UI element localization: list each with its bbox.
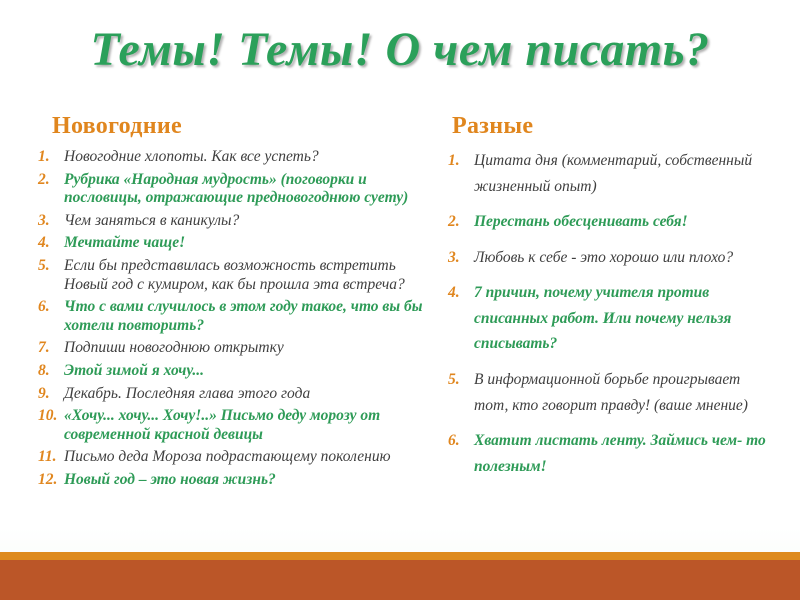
item-number: 9. — [38, 384, 50, 402]
item-text: Новый год – это новая жизнь? — [64, 470, 276, 488]
topic-list-raznye — [448, 148, 773, 479]
list-item — [38, 212, 438, 231]
item-text: Чем заняться в каникулы? — [64, 211, 240, 229]
column-novogodnie — [38, 113, 438, 494]
item-number: 2. — [38, 170, 50, 188]
list-item — [38, 362, 438, 381]
item-number: 1. — [448, 152, 460, 169]
list-item — [38, 471, 438, 490]
item-number: 11. — [38, 448, 57, 466]
column-header-novogodnie: Новогодние — [52, 113, 182, 139]
item-text: «Хочу... хочу... Хочу!..» Письмо деду морозу от современной красной девицы — [64, 407, 381, 443]
list-item — [38, 407, 438, 444]
list-item — [448, 367, 773, 418]
list-item — [448, 428, 773, 479]
item-number: 5. — [448, 370, 460, 388]
item-number: 1. — [38, 148, 50, 165]
item-text: Что с вами случилось в этом году такое, что вы бы хотели повторить? — [64, 298, 423, 334]
footer-accent-line — [0, 552, 800, 560]
item-text: Декабрь. Последняя глава этого года — [64, 384, 311, 402]
item-text: Новогодние хлопоты. Как все успеть? — [64, 148, 319, 165]
list-item — [38, 298, 438, 335]
item-text: Хватит листать ленту. Займись чем- то полезным! — [474, 432, 766, 475]
list-item — [448, 209, 773, 235]
item-number: 4. — [448, 284, 460, 302]
footer-bar — [0, 552, 800, 600]
topic-columns — [38, 113, 773, 494]
item-text: Этой зимой я хочу... — [64, 361, 204, 379]
item-number: 4. — [38, 234, 50, 252]
item-number: 8. — [38, 361, 50, 379]
list-item — [38, 148, 438, 167]
item-number: 10. — [38, 407, 58, 425]
item-text: Перестань обесценивать себя! — [474, 213, 688, 231]
item-text: Подпиши новогоднюю открытку — [64, 339, 284, 357]
item-number: 12. — [38, 470, 58, 488]
slide-title: Темы! Темы! О чем писать? — [90, 23, 710, 76]
item-number: 2. — [448, 213, 460, 231]
list-item — [38, 448, 438, 467]
item-text: Цитата дня (комментарий, собственный жизненный опыт) — [474, 152, 753, 195]
list-item — [448, 280, 773, 357]
item-number: 6. — [38, 298, 50, 316]
list-item — [38, 234, 438, 253]
item-text: Рубрика «Народная мудрость» (поговорки и пословицы, отражающие предновогоднюю суету) — [64, 170, 409, 207]
item-text: Любовь к себе - это хорошо или плохо? — [474, 248, 734, 266]
list-item — [448, 245, 773, 271]
item-number: 5. — [38, 256, 50, 274]
item-number: 3. — [448, 248, 460, 266]
item-text: Если бы представилась возможность встретить Новый год с кумиром, как бы прошла эта встреча? — [64, 256, 405, 293]
list-item — [38, 257, 438, 294]
item-number: 3. — [38, 211, 50, 229]
column-raznye — [448, 113, 773, 494]
list-item — [38, 171, 438, 208]
topic-list-novogodnie — [38, 148, 438, 490]
item-text: Мечтайте чаще! — [64, 234, 186, 252]
item-text: 7 причин, почему учителя против списанных работ. Или почему нельзя списывать? — [474, 284, 732, 353]
item-number: 7. — [38, 339, 50, 357]
list-item — [448, 148, 773, 199]
footer-band — [0, 560, 800, 600]
item-text: Письмо деда Мороза подрастающему поколению — [64, 448, 391, 466]
list-item — [38, 385, 438, 404]
column-header-raznye: Разные — [452, 113, 534, 139]
item-text: В информационной борьбе проигрывает тот, кто говорит правду! (ваше мнение) — [474, 370, 748, 414]
item-number: 6. — [448, 432, 460, 450]
list-item — [38, 339, 438, 358]
